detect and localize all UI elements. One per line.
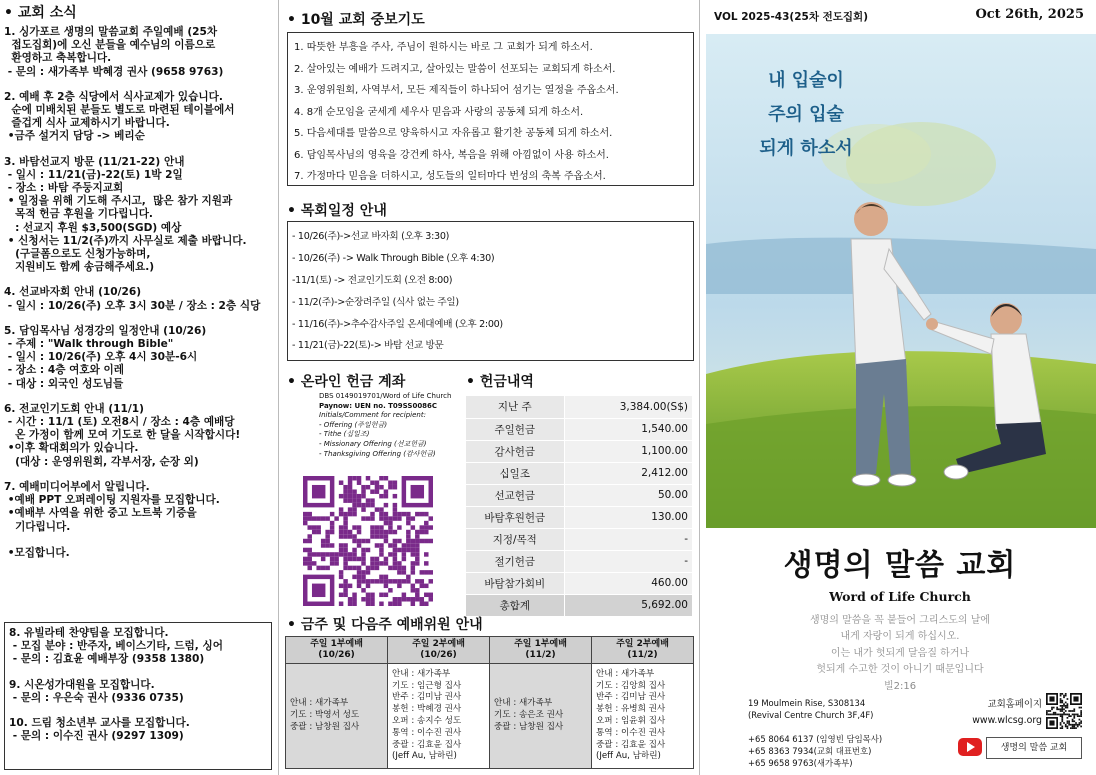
prayer-title-text: 10월 교회 중보기도	[300, 12, 425, 28]
online-title: • 온라인 헌금 계좌	[287, 374, 406, 390]
schedule-item: - 10/26(주)->선교 바자회 (오후 3:30)	[292, 231, 450, 242]
news-line: - 주제 : "Walk through Bible"	[4, 338, 174, 351]
bank-info	[319, 392, 479, 459]
contact-line: (Revival Centre Church 3F,4F)	[748, 710, 874, 720]
schedule-box	[287, 221, 694, 361]
offering-amount: 2,412.00	[564, 462, 692, 484]
news-line: 목적 헌금 후원을 기다립니다.	[4, 208, 153, 221]
duty-line: 기도 : 임근형 집사	[392, 680, 462, 691]
news-line: 온 가정이 함께 모여 기도로 한 달을 시작합시다!	[4, 429, 241, 442]
news-item	[4, 325, 272, 391]
contact-line: +65 8363 7934(교회 대표번호)	[748, 746, 872, 756]
cover-verse-title	[726, 64, 886, 166]
recruit-line: - 문의 : 우은숙 권사 (9336 0735)	[9, 691, 184, 704]
recruit-item	[9, 717, 267, 743]
news-line: - 문의 : 새가족부 박혜경 권사 (9658 9763)	[4, 65, 224, 78]
news-line: - 일시 : 11/21(금)-22(토) 1박 2일	[4, 168, 183, 181]
paynow-qr-code[interactable]	[301, 476, 435, 606]
news-line: •금주 설거지 담당 -> 베리순	[4, 130, 145, 143]
news-line: 접도집회)에 오신 분들을 예수님의 이름으로	[4, 39, 216, 52]
comment-label: Initials/Comment for recipient:	[319, 411, 426, 420]
offering-type: - Thanksgiving Offering (감사헌금)	[319, 449, 436, 458]
duty-header	[592, 637, 694, 664]
prayer-item: 6. 담임목사님의 영육을 강건케 하사, 복음을 위해 아낌없이 사용 하소서.	[294, 149, 609, 161]
duty-line: 기도 : 박영서 성도	[290, 710, 360, 721]
recruit-item	[9, 627, 267, 667]
verse-line: 빌2:16	[883, 680, 917, 692]
duty-line: 반주 : 김미남 권사	[392, 692, 462, 703]
offering-row	[466, 484, 692, 506]
recruit-item	[9, 679, 267, 705]
offering-row	[466, 550, 692, 572]
duty-line: 통역 : 이수진 권사	[392, 727, 462, 738]
duty-service-date: (11/2)	[525, 650, 556, 660]
duty-service-name: 주일 1부예배	[310, 639, 363, 649]
duty-line: 안내 : 새가족부	[494, 698, 553, 709]
duty-header	[286, 637, 388, 664]
duty-cell	[592, 664, 694, 769]
volume-label: VOL 2025-43(25차 전도집회)	[714, 11, 868, 23]
news-line: 2. 예배 후 2층 식당에서 식사교제가 있습니다.	[4, 90, 223, 103]
homepage-link[interactable]: www.wlcsg.org	[972, 714, 1042, 726]
news-line: • 일정을 위해 기도해 주시고, 많은 참가 지원과	[4, 195, 233, 208]
news-line: - 시간 : 11/1 (토) 오전8시 / 장소 : 4층 예배당	[4, 416, 235, 429]
news-line: •이후 확대회의가 있습니다.	[4, 442, 139, 455]
duty-cell	[286, 664, 388, 769]
offering-label: 감사헌금	[466, 440, 564, 462]
bible-verse	[704, 613, 1096, 695]
news-line: 5. 담임목사님 성경강의 일정안내 (10/26)	[4, 324, 207, 337]
recruit-line: - 문의 : 김효윤 예배부장 (9358 1380)	[9, 653, 205, 666]
duty-line: 안내 : 새가족부	[290, 698, 349, 709]
news-line: - 대상 : 외국인 성도님들	[4, 377, 124, 390]
duty-body-row	[286, 664, 694, 769]
offering-row	[466, 528, 692, 550]
offering-amount: 50.00	[564, 484, 692, 506]
cover-line: 내 입술이	[768, 70, 844, 91]
duty-title-text: 금주 및 다음주 예배위원 안내	[300, 617, 483, 633]
prayer-box	[287, 32, 694, 186]
news-line: • 신청서는 11/2(주)까지 사무실로 제출 바랍니다.	[4, 234, 247, 247]
offering-row	[466, 396, 692, 418]
offering-amount: 460.00	[564, 572, 692, 594]
duty-title: • 금주 및 다음주 예배위원 안내	[287, 617, 483, 633]
duty-line: 반주 : 김미남 권사	[596, 692, 666, 703]
news-title: • 교회 소식	[4, 5, 77, 21]
duty-cell	[490, 664, 592, 769]
offering-type: - Tithe (십일조)	[319, 430, 370, 439]
recruit-box	[4, 622, 272, 770]
offering-total-row	[466, 594, 692, 616]
verse-line: 이는 내가 헛되게 달음질 하거나	[830, 647, 970, 659]
homepage-info	[966, 697, 1042, 728]
news-line: •모집합니다.	[4, 546, 70, 559]
cover-line: 되게 하소서	[759, 138, 853, 159]
homepage-label: 교회홈페이지	[987, 699, 1042, 710]
news-line: 기다립니다.	[4, 520, 71, 533]
cover-column	[704, 0, 1096, 775]
offering-row	[466, 572, 692, 594]
news-item	[4, 481, 272, 560]
news-line: (구글폼으로도 신청가능하며,	[4, 248, 151, 261]
offering-row	[466, 418, 692, 440]
offering-label: 주일헌금	[466, 418, 564, 440]
duty-line: 안내 : 새가족부	[392, 668, 451, 679]
offering-amount: -	[564, 528, 692, 550]
cover-line: 주의 입술	[768, 104, 844, 125]
offering-label: 지난 주	[466, 396, 564, 418]
offering-row	[466, 440, 692, 462]
news-line: - 일시 : 10/26(주) 오후 4시 30분-6시	[4, 351, 198, 364]
duty-line: 기도 : 김앙희 집사	[596, 680, 666, 691]
duty-service-name: 주일 2부예배	[412, 639, 465, 649]
news-line: (대상 : 운영위원회, 각부서장, 순장 외)	[4, 455, 199, 468]
duty-line: (Jeff Au, 남하린)	[392, 751, 457, 762]
offering-label: 절기헌금	[466, 550, 564, 572]
duty-line: 중괄 : 김효윤 집사	[596, 739, 666, 750]
duty-line: 중괄 : 남창원 집사	[290, 721, 360, 732]
offering-label: 십일조	[466, 462, 564, 484]
offering-row	[466, 506, 692, 528]
contact-line	[748, 721, 968, 733]
offering-amount: 1,100.00	[564, 440, 692, 462]
offering-amount: 3,384.00(S$)	[564, 396, 692, 418]
duty-line: 중괄 : 남창원 집사	[494, 721, 564, 732]
recruit-line: - 모집 분야 : 반주자, 베이스기타, 드럼, 싱어	[9, 640, 223, 653]
verse-line: 헛되게 수고한 것이 아니기 때문입니다	[816, 664, 984, 676]
recruit-line: 9. 시온성가대원을 모집합니다.	[9, 678, 155, 691]
news-line: 3. 바탐선교지 방문 (11/21-22) 안내	[4, 155, 185, 168]
news-line: - 장소 : 바탐 주둥지교회	[4, 182, 124, 195]
recruit-line: 8. 유빌라테 찬양팀을 모집합니다.	[9, 627, 169, 639]
offering-title-text: 헌금내역	[479, 374, 534, 390]
prayer-item: 7. 가정마다 믿음을 더하시고, 성도들의 일터마다 번성의 축복 주옵소서.	[294, 171, 606, 182]
offering-table	[466, 396, 692, 617]
offering-total-label: 총합계	[466, 594, 564, 616]
offering-title: • 헌금내역	[466, 374, 534, 390]
schedule-item: - 11/21(금)-22(토)-> 바탐 선교 방문	[292, 340, 444, 352]
news-item	[4, 286, 272, 312]
online-title-text: 온라인 헌금 계좌	[300, 374, 406, 390]
schedule-title: • 목회일정 안내	[287, 203, 387, 219]
bank-account: DBS 0149019701/Word of Life Church	[319, 392, 452, 400]
cover-image	[706, 34, 1096, 528]
offering-type: - Offering (주일헌금)	[319, 420, 388, 429]
recruit-line: - 문의 : 이수진 권사 (9297 1309)	[9, 730, 184, 743]
youtube-icon[interactable]	[958, 738, 982, 756]
duty-line: (Jeff Au, 남하린)	[596, 751, 661, 762]
youtube-channel-button[interactable]: 생명의 말씀 교회	[986, 737, 1082, 759]
duty-service-date: (11/2)	[627, 650, 658, 660]
schedule-item: - 11/2(주)->순장려주일 (식사 없는 주일)	[292, 296, 459, 308]
news-line: 순에 미배치된 분들도 별도로 마련된 테이블에서	[4, 104, 235, 117]
duty-line: 기도 : 송은조 권사	[494, 710, 564, 721]
news-line: - 장소 : 4층 여호와 이레	[4, 364, 125, 377]
duty-line: 봉헌 : 박혜경 권사	[392, 704, 462, 715]
offering-row	[466, 462, 692, 484]
homepage-qr-code[interactable]	[1046, 693, 1082, 729]
news-item	[4, 156, 272, 275]
prayer-title: • 10월 교회 중보기도	[287, 12, 425, 28]
contact-line: +65 8064 6137 (임영빈 담임목사)	[748, 734, 883, 744]
duty-cell	[388, 664, 490, 769]
divider-left	[278, 0, 279, 775]
news-line: 1. 싱가포르 생명의 말씀교회 주일예배 (25차	[4, 26, 218, 38]
news-line: 7. 예배미디어부에서 알립니다.	[4, 480, 150, 493]
news-line: 환영하고 축복합니다.	[4, 52, 112, 65]
divider-right	[699, 0, 700, 775]
contact-line: 19 Moulmein Rise, S308134	[748, 698, 866, 708]
duty-service-date: (10/26)	[420, 650, 457, 660]
schedule-item: -11/1(토) -> 전교인기도회 (오전 8:00)	[292, 274, 453, 286]
schedule-item: - 11/16(주)->추수감사주일 온세대예배 (오후 2:00)	[292, 318, 503, 330]
offering-label: 바탐참가회비	[466, 572, 564, 594]
news-item	[4, 26, 272, 79]
recruit-line: 10. 드림 청소년부 교사를 모집합니다.	[9, 717, 190, 730]
news-item	[4, 91, 272, 144]
news-line: •예배 PPT 오퍼레이팅 지원자를 모집합니다.	[4, 494, 220, 507]
news-line: 4. 선교바자회 안내 (10/26)	[4, 286, 142, 299]
duty-header-row	[286, 637, 694, 664]
contact-info	[748, 697, 968, 769]
duty-service-name: 주일 1부예배	[514, 639, 567, 649]
prayer-item: 3. 운영위원회, 사역부서, 모든 제직들이 하나되어 섬기는 열정을 주옵소서.	[294, 85, 619, 96]
prayer-item: 4. 8개 순모임을 굳세게 세우사 믿음과 사랑의 공동체 되게 하소서.	[294, 106, 584, 118]
news-line: 6. 전교인기도회 안내 (11/1)	[4, 402, 144, 415]
news-title-text: 교회 소식	[17, 5, 77, 21]
duty-line: 봉헌 : 유병희 권사	[596, 704, 666, 715]
church-name-korean: 생명의 말씀 교회	[783, 548, 1017, 583]
church-name-english: Word of Life Church	[829, 589, 971, 604]
duty-service-name: 주일 2부예배	[616, 639, 669, 649]
duty-header	[388, 637, 490, 664]
duty-line: 통역 : 이수진 권사	[596, 727, 666, 738]
prayer-item: 5. 다음세대를 말씀으로 양육하시고 자유롭고 활기찬 공동체 되게 하소서.	[294, 128, 613, 139]
verse-line: 생명의 말씀을 꼭 붙들어 그리스도의 날에	[809, 615, 991, 626]
news-line: 즐겁게 식사 교제하시기 바랍니다.	[4, 117, 170, 130]
news-line: 지원비도 함께 송금해주세요.)	[4, 261, 155, 274]
duty-line: 안내 : 새가족부	[596, 668, 655, 679]
middle-column	[283, 0, 697, 775]
news-item	[4, 403, 272, 469]
duty-table	[285, 636, 694, 769]
news-column	[0, 0, 276, 775]
verse-line: 내게 자랑이 되게 하십시오.	[840, 631, 960, 643]
bulletin-date: Oct 26th, 2025	[975, 7, 1084, 22]
schedule-title-text: 목회일정 안내	[300, 203, 387, 219]
offering-label: 선교헌금	[466, 484, 564, 506]
news-line: - 일시 : 10/26(주) 오후 3시 30분 / 장소 : 2층 식당	[4, 299, 261, 312]
paynow-uen: Paynow: UEN no. T09SS0086C	[319, 401, 438, 410]
prayer-item: 1. 따뜻한 부흥을 주사, 주님이 원하시는 바로 그 교회가 되게 하소서.	[294, 42, 593, 53]
duty-line: 중괄 : 김효윤 집사	[392, 739, 462, 750]
offering-total-amount: 5,692.00	[564, 594, 692, 616]
offering-amount: 1,540.00	[564, 418, 692, 440]
offering-label: 바탐후원헌금	[466, 506, 564, 528]
offering-amount: -	[564, 550, 692, 572]
prayer-item: 2. 살아있는 예배가 드려지고, 살아있는 말씀이 선포되는 교회되게 하소서.	[294, 63, 616, 75]
offering-amount: 130.00	[564, 506, 692, 528]
offering-type: - Missionary Offering (선교헌금)	[319, 439, 427, 448]
schedule-item: - 10/26(주) -> Walk Through Bible (오후 4:30)	[292, 252, 495, 264]
offering-label: 지정/목적	[466, 528, 564, 550]
contact-line: +65 9658 9763(새가족부)	[748, 758, 853, 768]
duty-line: 오퍼 : 임윤휘 집사	[596, 716, 666, 726]
news-line: •예배부 사역을 위한 중고 노트북 기증을	[4, 507, 197, 520]
duty-line: 오퍼 : 송지수 성도	[392, 716, 462, 726]
news-line	[4, 534, 272, 547]
news-items	[4, 26, 272, 560]
duty-header	[490, 637, 592, 664]
news-line: : 선교지 후원 $3,500(SGD) 예상	[4, 221, 182, 234]
duty-service-date: (10/26)	[318, 650, 355, 660]
